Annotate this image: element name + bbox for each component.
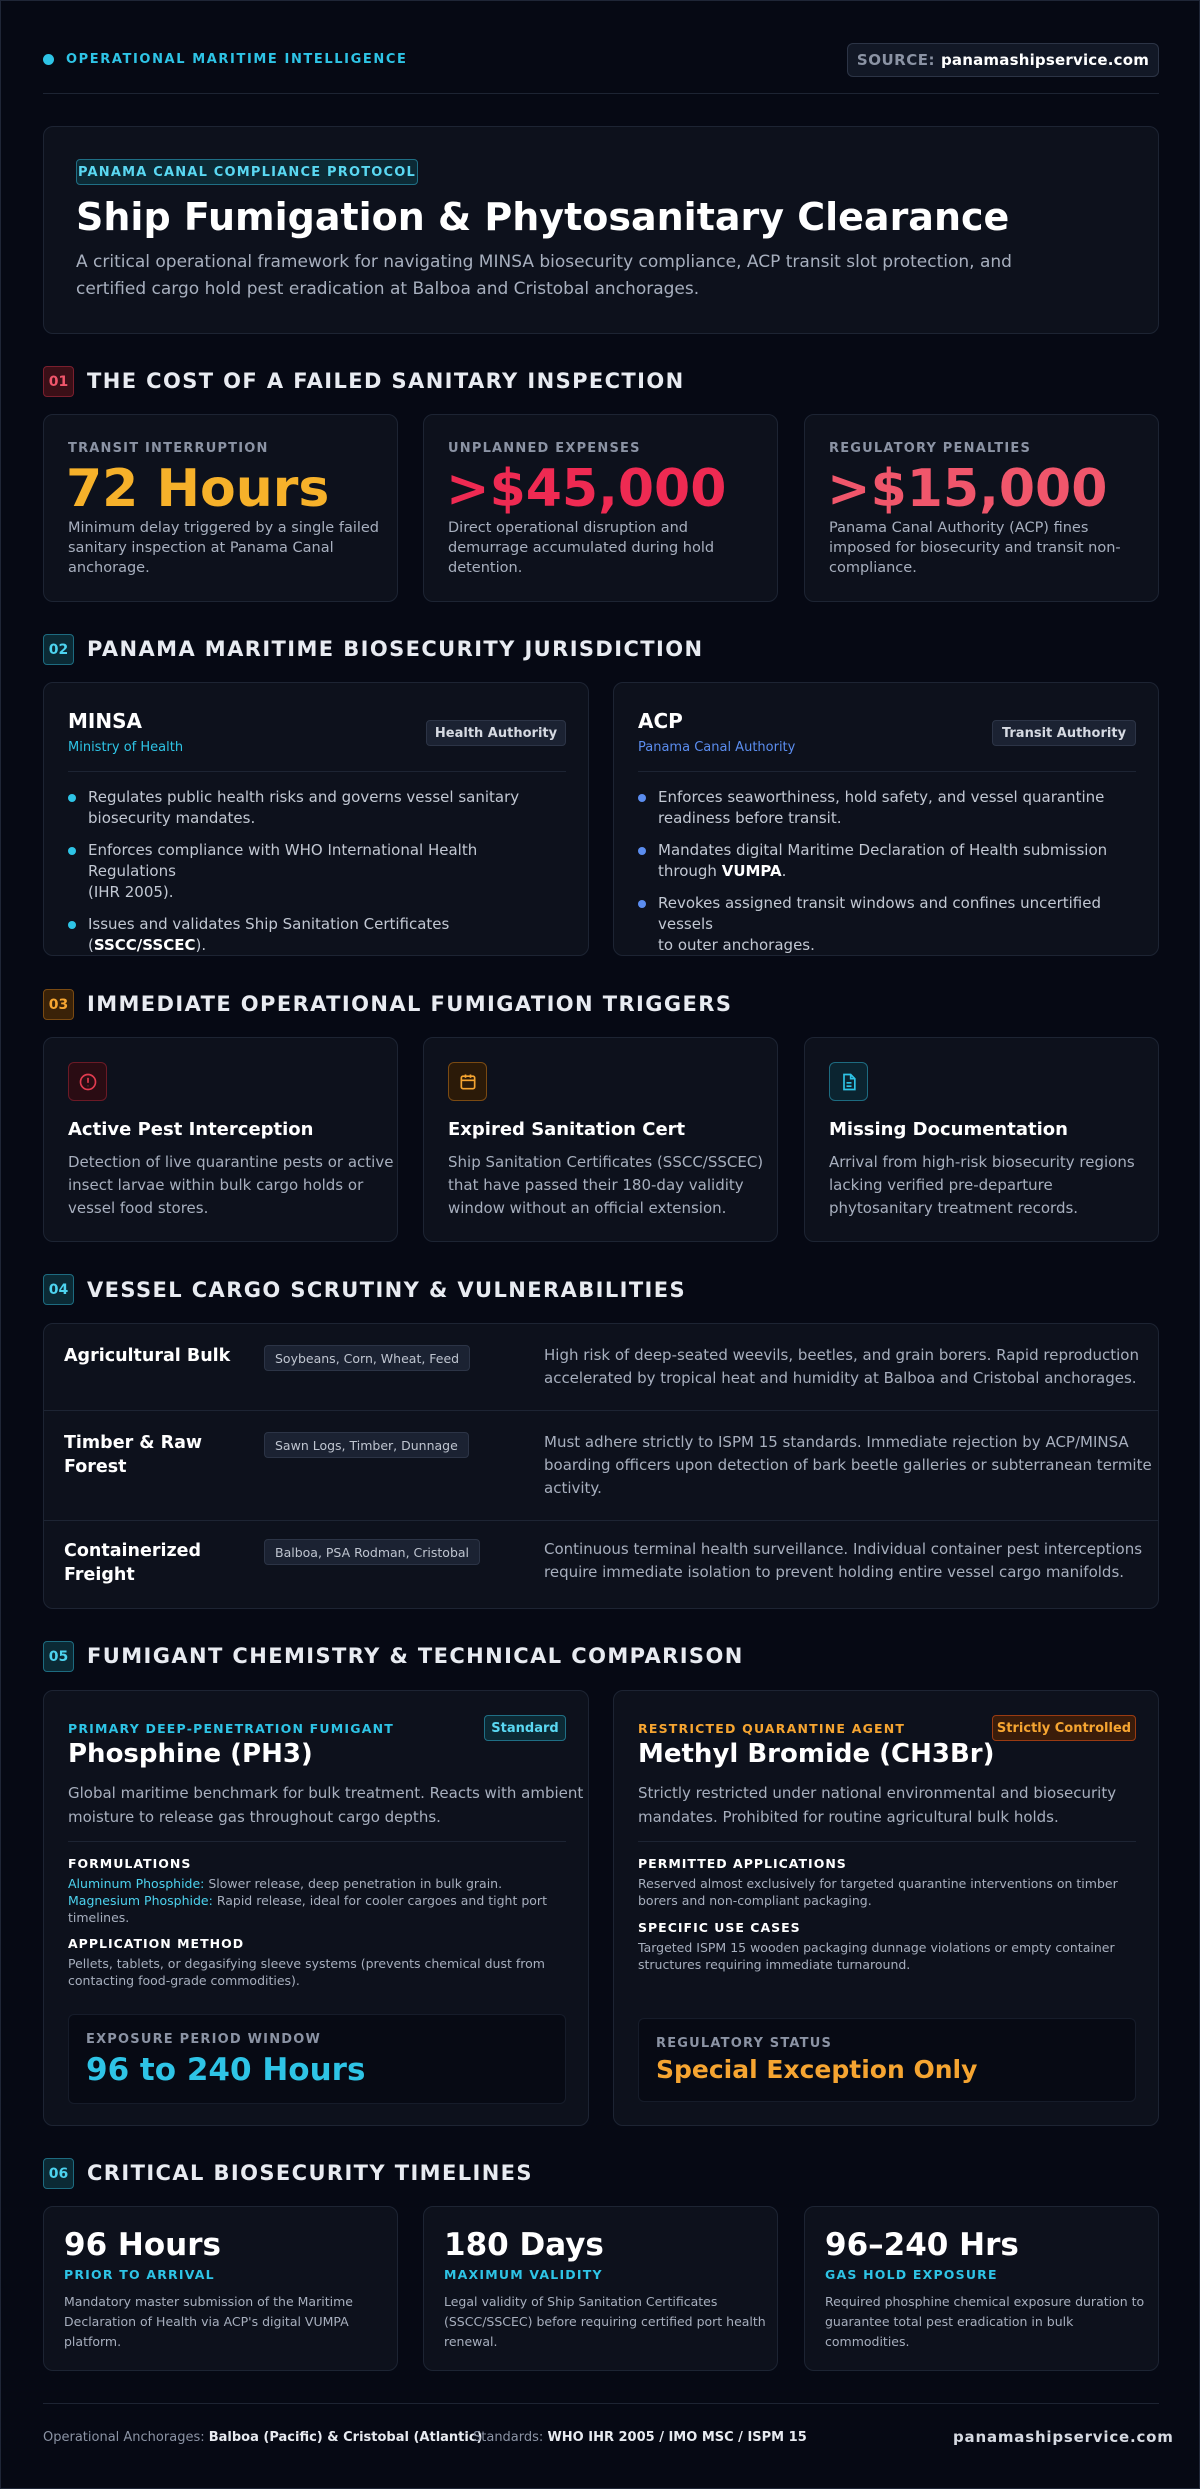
cargo-title: Agricultural Bulk (64, 1346, 231, 1366)
protocol-pill: PANAMA CANAL COMPLIANCE PROTOCOL (76, 159, 418, 185)
timeline-description: Legal validity of Ship Sanitation Certificates (SSCC/SSCEC) before requiring certified port health renewal. (444, 2294, 766, 2349)
regulatory-value: Special Exception Only (656, 2055, 978, 2084)
source-badge[interactable] (847, 43, 1159, 77)
hero-card (43, 126, 1159, 334)
hero-desc-line: certified cargo hold pest eradication at Balboa and Cristobal anchorages. (76, 279, 700, 299)
trigger-title: Active Pest Interception (68, 1119, 314, 1140)
topbar-kicker: OPERATIONAL MARITIME INTELLIGENCE (66, 52, 408, 67)
section-number: 01 (43, 366, 74, 397)
formulations-heading: FORMULATIONS (68, 1856, 192, 1871)
cost-card (804, 414, 1159, 602)
use-cases-heading: SPECIFIC USE CASES (638, 1920, 801, 1935)
cargo-description: Continuous terminal health surveillance. Individual container pest interceptions require immediate isolation to prevent holding entire vessel cargo manifolds. (544, 1540, 1143, 1581)
cost-label: TRANSIT INTERRUPTION (68, 441, 269, 456)
cargo-tag: Balboa, PSA Rodman, Cristobal (264, 1539, 480, 1565)
footer-standards: Standards: WHO IHR 2005 / IMO MSC / ISPM 15 (473, 2430, 807, 2445)
section-number: 02 (43, 634, 74, 665)
box-label: EXPOSURE PERIOD WINDOW (86, 2032, 322, 2047)
exposure-box (68, 2014, 566, 2104)
list-item: Revokes assigned transit windows and confines uncertified vessels to outer anchorages. (638, 893, 1148, 956)
cost-value: >$45,000 (446, 459, 727, 519)
divider (68, 1841, 566, 1842)
hero-desc-line: A critical operational framework for navigating MINSA biosecurity compliance, ACP transit slot protection, and (76, 252, 1012, 272)
exposure-value: 96 to 240 Hours (86, 2052, 366, 2088)
authority-name: MINSA (68, 709, 142, 733)
authority-bullets (638, 787, 1148, 967)
alert-circle-icon (68, 1062, 107, 1101)
cargo-table (43, 1323, 1159, 1609)
cargo-description: Must adhere strictly to ISPM 15 standards. Immediate rejection by ACP/MINSA boarding officers upon detection of bark beetle galleries or subterranean termite activity. (544, 1433, 1152, 1497)
regulatory-box (638, 2018, 1136, 2102)
standard-badge: Standard (484, 1715, 566, 1741)
formulations-text: Aluminum Phosphide: Slower release, deep penetration in bulk grain. Magnesium Phosphide: Rapid release, ideal for cooler cargoes and tight port timelines. (68, 1876, 547, 1925)
page-title: Ship Fumigation & Phytosanitary Clearance (76, 195, 1010, 239)
trigger-description: Detection of live quarantine pests or active insect larvae within bulk cargo holds or vessel food stores. (68, 1153, 394, 1217)
row-divider (44, 1520, 1158, 1521)
hero-description (76, 249, 1012, 303)
authority-subtitle: Panama Canal Authority (638, 740, 796, 755)
chem-card-methyl-bromide (613, 1690, 1159, 2126)
cargo-tag: Soybeans, Corn, Wheat, Feed (264, 1345, 470, 1371)
document-icon (829, 1062, 868, 1101)
divider (68, 771, 566, 772)
divider (43, 2403, 1159, 2404)
timeline-value: 180 Days (444, 2227, 604, 2263)
timeline-card (423, 2206, 778, 2371)
authority-name: ACP (638, 709, 683, 733)
cost-value: >$15,000 (827, 459, 1108, 519)
footer-anchorages: Operational Anchorages: Balboa (Pacific) & Cristobal (Atlantic) (43, 2430, 483, 2445)
authority-card-acp (613, 682, 1159, 956)
calendar-icon (448, 1062, 487, 1101)
cost-card (43, 414, 398, 602)
timeline-card (43, 2206, 398, 2371)
timeline-card (804, 2206, 1159, 2371)
section-title: FUMIGANT CHEMISTRY & TECHNICAL COMPARISON (87, 1644, 744, 1668)
section-number: 04 (43, 1274, 74, 1305)
timeline-label: PRIOR TO ARRIVAL (64, 2267, 215, 2282)
list-item: Enforces seaworthiness, hold safety, and vessel quarantine readiness before transit. (638, 787, 1148, 829)
trigger-card (423, 1037, 778, 1242)
cargo-description: High risk of deep-seated weevils, beetles, and grain borers. Rapid reproduction accelerated by tropical heat and humidity at Balboa and Cristobal anchorages. (544, 1346, 1139, 1387)
authority-badge: Transit Authority (992, 720, 1136, 746)
source-link[interactable]: panamashipservice.com (940, 51, 1150, 69)
section-number: 06 (43, 2158, 74, 2189)
section-number: 03 (43, 989, 74, 1020)
chem-name: Methyl Bromide (CH3Br) (638, 1739, 995, 1769)
section-number: 05 (43, 1641, 74, 1672)
source-label: SOURCE: (856, 51, 935, 69)
footer-site-link[interactable]: panamashipservice.com (953, 2428, 1174, 2446)
list-item: Regulates public health risks and governs vessel sanitary biosecurity mandates. (68, 787, 568, 829)
timeline-label: MAXIMUM VALIDITY (444, 2267, 603, 2282)
divider (43, 93, 1159, 94)
section-title: THE COST OF A FAILED SANITARY INSPECTION (87, 369, 685, 393)
chem-description: Global maritime benchmark for bulk treatment. Reacts with ambient moisture to release gas throughout cargo depths. (68, 1784, 584, 1826)
section-title: VESSEL CARGO SCRUTINY & VULNERABILITIES (87, 1278, 687, 1302)
cargo-tag: Sawn Logs, Timber, Dunnage (264, 1432, 469, 1458)
timeline-description: Mandatory master submission of the Maritime Declaration of Health via ACP's digital VUMPA platform. (64, 2294, 353, 2349)
cost-value: 72 Hours (66, 459, 330, 519)
chem-name: Phosphine (PH3) (68, 1739, 313, 1769)
row-divider (44, 1410, 1158, 1411)
box-label: REGULATORY STATUS (656, 2036, 833, 2051)
application-heading: APPLICATION METHOD (68, 1936, 245, 1951)
timeline-value: 96 Hours (64, 2227, 221, 2263)
trigger-title: Expired Sanitation Cert (448, 1119, 686, 1140)
cost-card (423, 414, 778, 602)
authority-bullets (68, 787, 568, 967)
chem-description: Strictly restricted under national environmental and biosecurity mandates. Prohibited for routine agricultural bulk holds. (638, 1784, 1117, 1826)
trigger-card (43, 1037, 398, 1242)
timeline-label: GAS HOLD EXPOSURE (825, 2267, 998, 2282)
application-text: Pellets, tablets, or degasifying sleeve systems (prevents chemical dust from contacting food-grade commodities). (68, 1956, 545, 1988)
divider (638, 771, 1136, 772)
list-item: Issues and validates Ship Sanitation Certificates (SSCC/SSCEC). (68, 914, 568, 956)
status-dot (43, 54, 54, 65)
cost-label: UNPLANNED EXPENSES (448, 441, 641, 456)
trigger-description: Ship Sanitation Certificates (SSCC/SSCEC) that have passed their 180-day validity window without an official extension. (448, 1153, 764, 1217)
timeline-description: Required phosphine chemical exposure duration to guarantee total pest eradication in bulk commodities. (825, 2294, 1145, 2349)
chem-kicker: PRIMARY DEEP-PENETRATION FUMIGANT (68, 1721, 394, 1736)
cost-description: Panama Canal Authority (ACP) fines imposed for biosecurity and transit non- compliance. (829, 520, 1121, 576)
trigger-description: Arrival from high-risk biosecurity regions lacking verified pre-departure phytosanitary treatment records. (829, 1153, 1135, 1217)
divider (638, 1841, 1136, 1842)
controlled-badge: Strictly Controlled (992, 1715, 1136, 1741)
cost-description: Direct operational disruption and demurrage accumulated during hold detention. (448, 520, 715, 576)
permitted-heading: PERMITTED APPLICATIONS (638, 1856, 847, 1871)
authority-card-minsa (43, 682, 589, 956)
list-item: Mandates digital Maritime Declaration of Health submission through VUMPA. (638, 840, 1148, 882)
section-title: PANAMA MARITIME BIOSECURITY JURISDICTION (87, 637, 704, 661)
cargo-title: Containerized Freight (64, 1541, 202, 1585)
use-cases-text: Targeted ISPM 15 wooden packaging dunnage violations or empty container structures requiring immediate turnaround. (638, 1940, 1115, 1972)
permitted-text: Reserved almost exclusively for targeted quarantine interventions on timber borers and non-compliant packaging. (638, 1876, 1118, 1908)
chem-kicker: RESTRICTED QUARANTINE AGENT (638, 1721, 906, 1736)
timeline-value: 96–240 Hrs (825, 2227, 1019, 2263)
section-title: CRITICAL BIOSECURITY TIMELINES (87, 2161, 533, 2185)
cost-description: Minimum delay triggered by a single failed sanitary inspection at Panama Canal anchorage. (68, 520, 380, 576)
authority-badge: Health Authority (426, 720, 566, 746)
authority-subtitle: Ministry of Health (68, 740, 184, 755)
list-item: Enforces compliance with WHO International Health Regulations (IHR 2005). (68, 840, 568, 903)
section-title: IMMEDIATE OPERATIONAL FUMIGATION TRIGGERS (87, 992, 733, 1016)
trigger-card (804, 1037, 1159, 1242)
cargo-title: Timber & Raw Forest (64, 1433, 203, 1477)
trigger-title: Missing Documentation (829, 1119, 1068, 1140)
cost-label: REGULATORY PENALTIES (829, 441, 1032, 456)
chem-card-phosphine (43, 1690, 589, 2126)
